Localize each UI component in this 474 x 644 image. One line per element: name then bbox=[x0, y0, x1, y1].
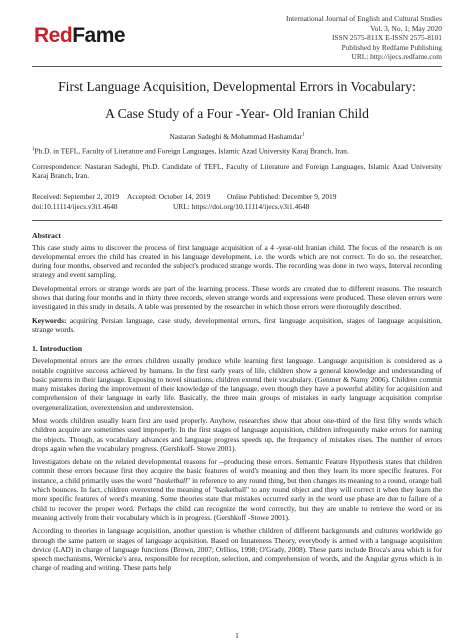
keywords: Keywords: acquiring Persian language, case study, developmental errors, first language acquisition, stages of language acquisition, strange words. bbox=[32, 315, 442, 334]
received-date: Received: September 2, 2019 bbox=[32, 192, 120, 202]
intro-paragraph-3: Investigators debate on the related developmental reasons for --producing these errors. Semantic Feature Hypothesis states that children commit these errors because first they acquire the basic features of word's meaning and then they learn its more specific features. For instance, a child primarily uses the word "basketball" in reference to any round thing, but then changes its meaning to a round, orange ball which bounces. In fact, children overextend the meaning of "basketball" to any round object and they will correct it when they learn the more specific features of word's meaning. Some theories state that mistakes occurred early in the word use phase are due to failure of a child to recover the proper word. Perhaps the child can recognize the word correctly, but they are unable to retrieve the word or its meaning actively from their vocabulary which is in progress. (Gershkoff -Stowe 2001). bbox=[32, 457, 442, 522]
doi-line bbox=[32, 202, 442, 212]
journal-url[interactable]: URL: http://ijecs.redfame.com bbox=[351, 52, 442, 62]
header-divider bbox=[32, 66, 442, 67]
abstract-paragraph-1: This case study aims to discover the process of first language acquisition of a 4 -year-old Iranian child. The focus of the research is on developmental errors the child has created in his language development, i.e. the words which are not correct. To do so, the researcher, during four months, observed and recorded the subject's produced strange words. The recording was done in two ways, Interval recording strategy and event sampling. bbox=[32, 242, 442, 280]
online-date: Online Published: December 9, 2019 bbox=[227, 192, 337, 202]
publication-dates bbox=[32, 192, 442, 202]
journal-volume: Vol. 3, No. 1; May 2020 bbox=[370, 23, 442, 33]
page-number: 1 bbox=[235, 631, 239, 640]
introduction-heading: 1. Introduction bbox=[32, 344, 83, 354]
abstract-paragraph-2: Developmental errors or strange words are part of the learning process. These words are created due to different reasons. The research shows that during four months and in thirty three records, eleven strange words and expressions were produced. These eleven errors were investigated in this study in details. A table was presented by the researcher in which those errors were thoroughly described. bbox=[32, 283, 442, 312]
journal-info bbox=[286, 14, 442, 62]
accepted-date: Accepted: October 14, 2019 bbox=[127, 192, 211, 202]
doi-url[interactable]: URL: https://doi.org/10.11114/ijecs.v3i1.4648 bbox=[173, 201, 310, 211]
affiliation: $^1$Ph.D. in TEFL, Faculty of Literature and Foreign Languages, Islamic Azad University Karaj Branch, Iran. bbox=[32, 146, 349, 156]
paper-title-line-1: First Language Acquisition, Developmental Errors in Vocabulary: bbox=[58, 79, 416, 94]
paper-title-line-2: A Case Study of a Four -Year- Old Iranian Child bbox=[105, 106, 369, 121]
abstract-heading: Abstract bbox=[32, 230, 62, 240]
abstract-divider bbox=[32, 220, 442, 221]
publisher-logo: RedFame bbox=[34, 24, 126, 47]
doi: doi:10.11114/ijecs.v3i1.4648 bbox=[32, 201, 118, 211]
intro-paragraph-1: Developmental errors are the errors children usually produce while learning first language. Language acquisition is considered as a notable cognitive success achieved by humans. In the first early years of life, children show a general knowledge and understanding of basic patterns in their language. Exposing to novel situations, children extend their vocabulary. (Gentner & Namy 2006). Children commit many mistakes during the improvement of their knowledge of the language, even though they have a powerful ability for acquisition and comprehension of their language in early life. Basically, the three main groups of mistakes in early language acquisition comprise overgeneralization, overextension and underextension. bbox=[32, 356, 442, 412]
journal-publisher: Published by Redfame Publishing bbox=[341, 42, 442, 52]
intro-paragraph-2: Most words children usually learn first are used properly. Anyhow, researches show that about one-third of the first fifty words which children acquire are sometimes used improperly. In the first stages of language acquisition, children infrequently make errors for naming the objects. Though, as vocabulary advances and language progress speeds up, the frequency of mistakes rises. The number of errors drops again when the vocabulary progress. (Gershkoff- Stowe 2001). bbox=[32, 416, 442, 453]
journal-issn: ISSN 2575-811X E-ISSN 2575-8101 bbox=[332, 33, 442, 43]
journal-name: International Journal of English and Cultural Studies bbox=[286, 14, 442, 23]
intro-paragraph-4: According to theories in language acquisition, another question is whether children of different backgrounds and cultures worldwide go through the same pattern or stages of language acquisition. Based on Innateness Theory, everybody is armed with a language acquisition device (LAD) in charge of language functions (Brown, 2007; OrIlios, 1998; O'Grady, 2008). These parts include Broca's area which is for speech mechanisms, Wernicke's area, responsible for reception, selection, and comprehension of words, and the Angular gyrus which is in charge of reading and writing. These parts help bbox=[32, 526, 442, 573]
correspondence: Correspondence: Nastaran Sadeghi, Ph.D. Candidate of TEFL, Faculty of Literature and Foreign Languages, Islamic Azad University Karaj Branch, Iran. bbox=[32, 161, 442, 181]
journal-header bbox=[32, 0, 442, 66]
authors: Nastaran Sadeghi & Mohammad Hashamdar$^1$ bbox=[169, 132, 305, 141]
